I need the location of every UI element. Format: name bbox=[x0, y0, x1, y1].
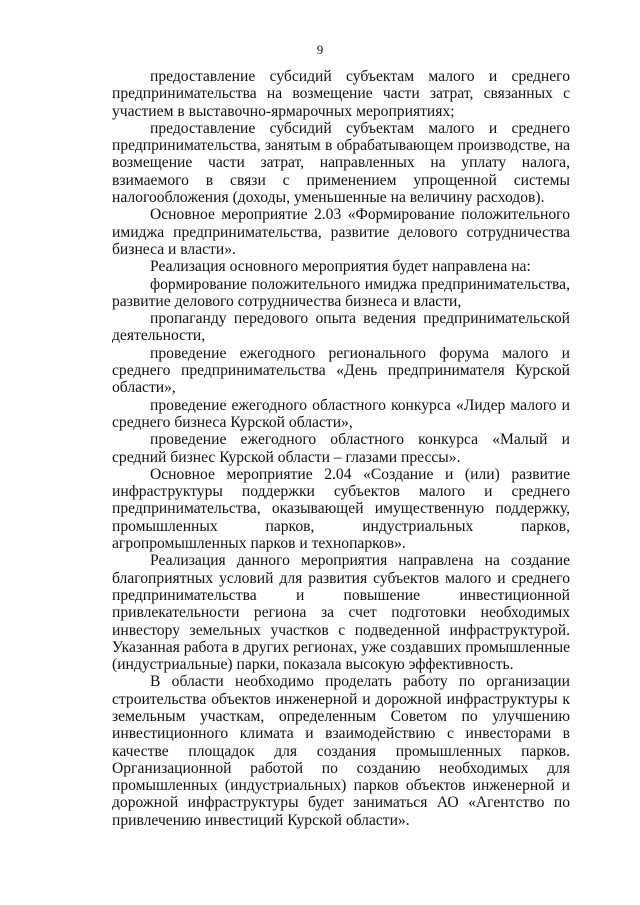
page-number: 9 bbox=[316, 42, 324, 57]
paragraph-positive-image: формирование положительного имиджа предпринимательства, развитие делового сотрудничества бизнеса и власти, bbox=[112, 275, 570, 310]
paragraph-subsidies-exhibitions: предоставление субсидий субъектам малого и среднего предпринимательства на возмещение части затрат, связанных с участием в выставочно-ярмарочных мероприятиях; bbox=[112, 68, 570, 120]
paragraph-press-contest: проведение ежегодного областного конкурса «Малый и средний бизнес Курской области – глазами прессы». bbox=[112, 431, 570, 466]
paragraph-subsidies-tax: предоставление субсидий субъектам малого и среднего предпринимательства, занятым в обрабатывающем производстве, на возмещение части затрат, направленных на уплату налога, взимаемого в связи с применением упрощенной системы налогообложения (доходы, уменьшенные на величину расходов). bbox=[112, 119, 570, 207]
paragraph-implementation-goal: Реализация данного мероприятия направлена на создание благоприятных условий для развития субъектов малого и среднего предпринимательства и повышение инвестиционной привлекательности региона за счет подготовки необходимых инвестору земельных участков с подведенной инфраструктурой. Указанная работа в других регионах, уже создавших промышленные (индустриальные) парки, показала высокую эффективность. bbox=[112, 552, 570, 674]
document-body bbox=[112, 68, 570, 829]
paragraph-leader-contest: проведение ежегодного областного конкурса «Лидер малого и среднего бизнеса Курской области», bbox=[112, 396, 570, 431]
paragraph-measure-2-03: Основное мероприятие 2.03 «Формирование положительного имиджа предпринимательства, развитие делового сотрудничества бизнеса и власти». bbox=[112, 206, 570, 258]
paragraph-propaganda: пропаганду передового опыта ведения предпринимательской деятельности, bbox=[112, 310, 570, 345]
paragraph-regional-forum: проведение ежегодного регионального форума малого и среднего предпринимательства «День предпринимателя Курской области», bbox=[112, 344, 570, 397]
paragraph-measure-2-04: Основное мероприятие 2.04 «Создание и (или) развитие инфраструктуры поддержки субъектов малого и среднего предпринимательства, оказывающей имущественную поддержку, промышленных парков, индустриальных парков, агропромышленных парков и технопарков». bbox=[112, 465, 570, 553]
paragraph-implementation-intro: Реализация основного мероприятия будет направлена на: bbox=[150, 258, 531, 276]
paragraph-infrastructure-work: В области необходимо проделать работу по организации строительства объектов инженерной и дорожной инфраструктуры к земельным участкам, определенным Советом по улучшению инвестиционного климата и взаимодействию с инвесторами в качестве площадок для создания промышленных парков. Организационной работой по созданию необходимых для промышленных (индустриальных) парков объектов инженерной и дорожной инфраструктуры будет заниматься АО «Агентство по привлечению инвестиций Курской области». bbox=[112, 673, 570, 829]
